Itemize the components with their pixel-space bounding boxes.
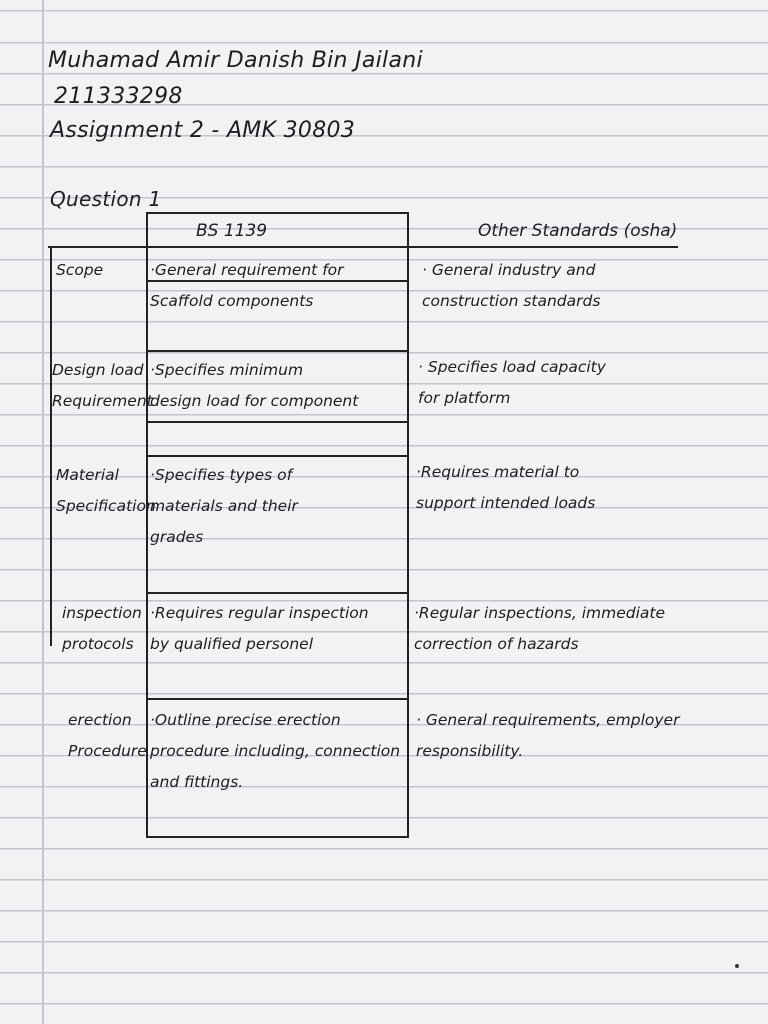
student-id: 211333298	[54, 84, 183, 109]
row-other-material: ·Requires material to support intended loads	[416, 463, 596, 512]
question-heading: Question 1	[50, 187, 162, 211]
row-topic-material: Material Specification	[56, 466, 156, 515]
row-bs-inspection: ·Requires regular inspection by qualified personel	[150, 604, 369, 653]
table-left-border	[50, 246, 52, 646]
row-topic-erection: erection Procedure	[68, 711, 147, 760]
pen-mark	[735, 964, 739, 968]
table-bottom-border	[146, 836, 408, 838]
student-name: Muhamad Amir Danish Bin Jailani	[48, 48, 423, 73]
row-bs-design-load: ·Specifies minimum design load for component	[150, 361, 359, 410]
column-header-bs1139: BS 1139	[196, 221, 268, 241]
row-other-inspection: ·Regular inspections, immediate correction of hazards	[414, 604, 666, 653]
row-other-design-load: · Specifies load capacity for platform	[418, 358, 606, 407]
margin-line	[42, 0, 44, 1024]
row-topic-scope: Scope	[56, 261, 104, 279]
row-bs-scope: ·General requirement for Scaffold components	[150, 261, 344, 310]
table-row-divider-2	[146, 350, 408, 352]
table-row-divider-5	[146, 592, 408, 594]
table-top-border	[146, 212, 408, 214]
table-row-divider-6	[146, 698, 408, 700]
table-row-divider-3	[146, 421, 408, 423]
row-bs-erection: ·Outline precise erection procedure including, connection and fittings.	[150, 711, 401, 791]
table-col-divider-2	[407, 212, 409, 838]
table-row-divider-4	[146, 455, 408, 457]
row-bs-material: ·Specifies types of materials and their grades	[150, 466, 298, 546]
row-other-erection: · General requirements, employer responsibility.	[416, 711, 680, 760]
row-topic-inspection: inspection protocols	[62, 604, 142, 653]
column-header-other-standards: Other Standards (osha)	[478, 221, 678, 241]
row-other-scope: · General industry and construction standards	[422, 261, 601, 310]
assignment-title: Assignment 2 - AMK 30803	[50, 118, 356, 143]
row-topic-design-load: Design load Requirement	[52, 361, 153, 410]
